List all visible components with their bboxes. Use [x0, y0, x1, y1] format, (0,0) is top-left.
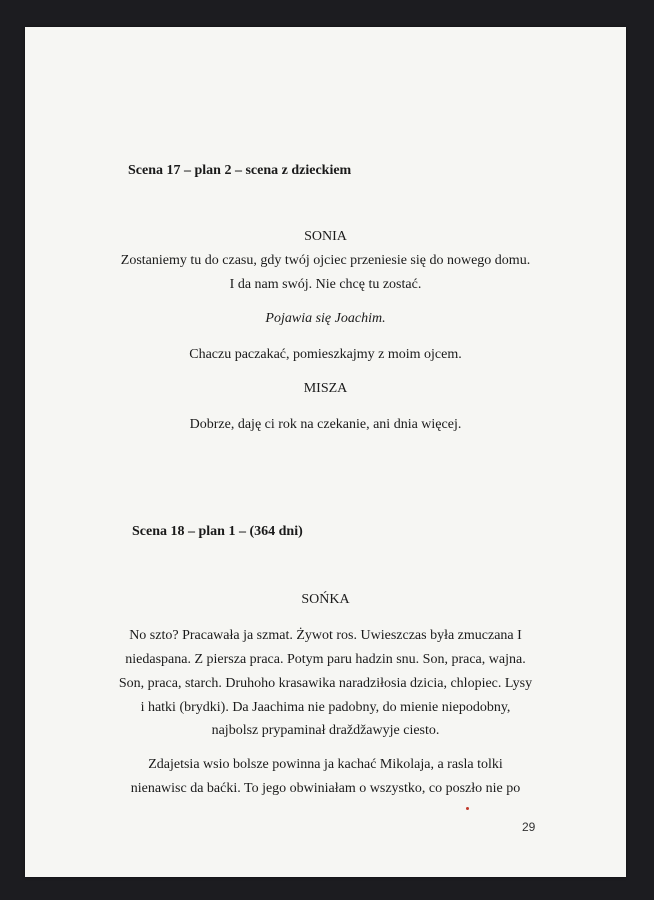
scene-17-heading: Scena 17 – plan 2 – scena z dzieckiem: [128, 163, 352, 178]
speaker-sonka: SOŃKA: [301, 592, 350, 607]
ink-mark: [466, 807, 469, 810]
monologue-line: nienawisc da baćki. To jego obwiniałam o wszystko, co poszło nie po: [130, 781, 521, 796]
dialogue-line: I da nam swój. Nie chcę tu zostać.: [229, 277, 422, 292]
monologue-line: Son, praca, starch. Druhoho krasawika naradziłosia dzicia, chlopiec. Lysy: [118, 676, 533, 691]
monologue-line: niedaspana. Z piersza praca. Potym paru hadzin snu. Son, praca, wajna.: [125, 652, 526, 667]
monologue-line: No szto? Pracawała ja szmat. Żywot ros. Uwieszczas była zmuczana I: [129, 628, 522, 643]
scene-18-heading: Scena 18 – plan 1 – (364 dni): [132, 524, 303, 539]
page-number: 29: [522, 820, 536, 834]
stage-direction: Pojawia się Joachim.: [265, 311, 386, 326]
speaker-sonia: SONIA: [304, 229, 347, 244]
script-page: [25, 27, 626, 877]
monologue-line: i hatki (brydki). Da Jaachima nie padobny, do mienie niepodobny,: [140, 700, 511, 715]
monologue-line: najbolsz prypaminał draždžawyje ciesto.: [211, 723, 440, 738]
speaker-misza: MISZA: [303, 381, 348, 396]
monologue-line: Zdajetsia wsio bolsze powinna ja kachać Mikolaja, a rasla tolki: [148, 757, 503, 772]
dialogue-line: Zostaniemy tu do czasu, gdy twój ojciec przeniesie się do nowego domu.: [120, 253, 531, 268]
dialogue-line: Chaczu paczakać, pomieszkajmy z moim ojcem.: [189, 347, 462, 362]
dialogue-line: Dobrze, daję ci rok na czekanie, ani dnia więcej.: [189, 417, 462, 432]
